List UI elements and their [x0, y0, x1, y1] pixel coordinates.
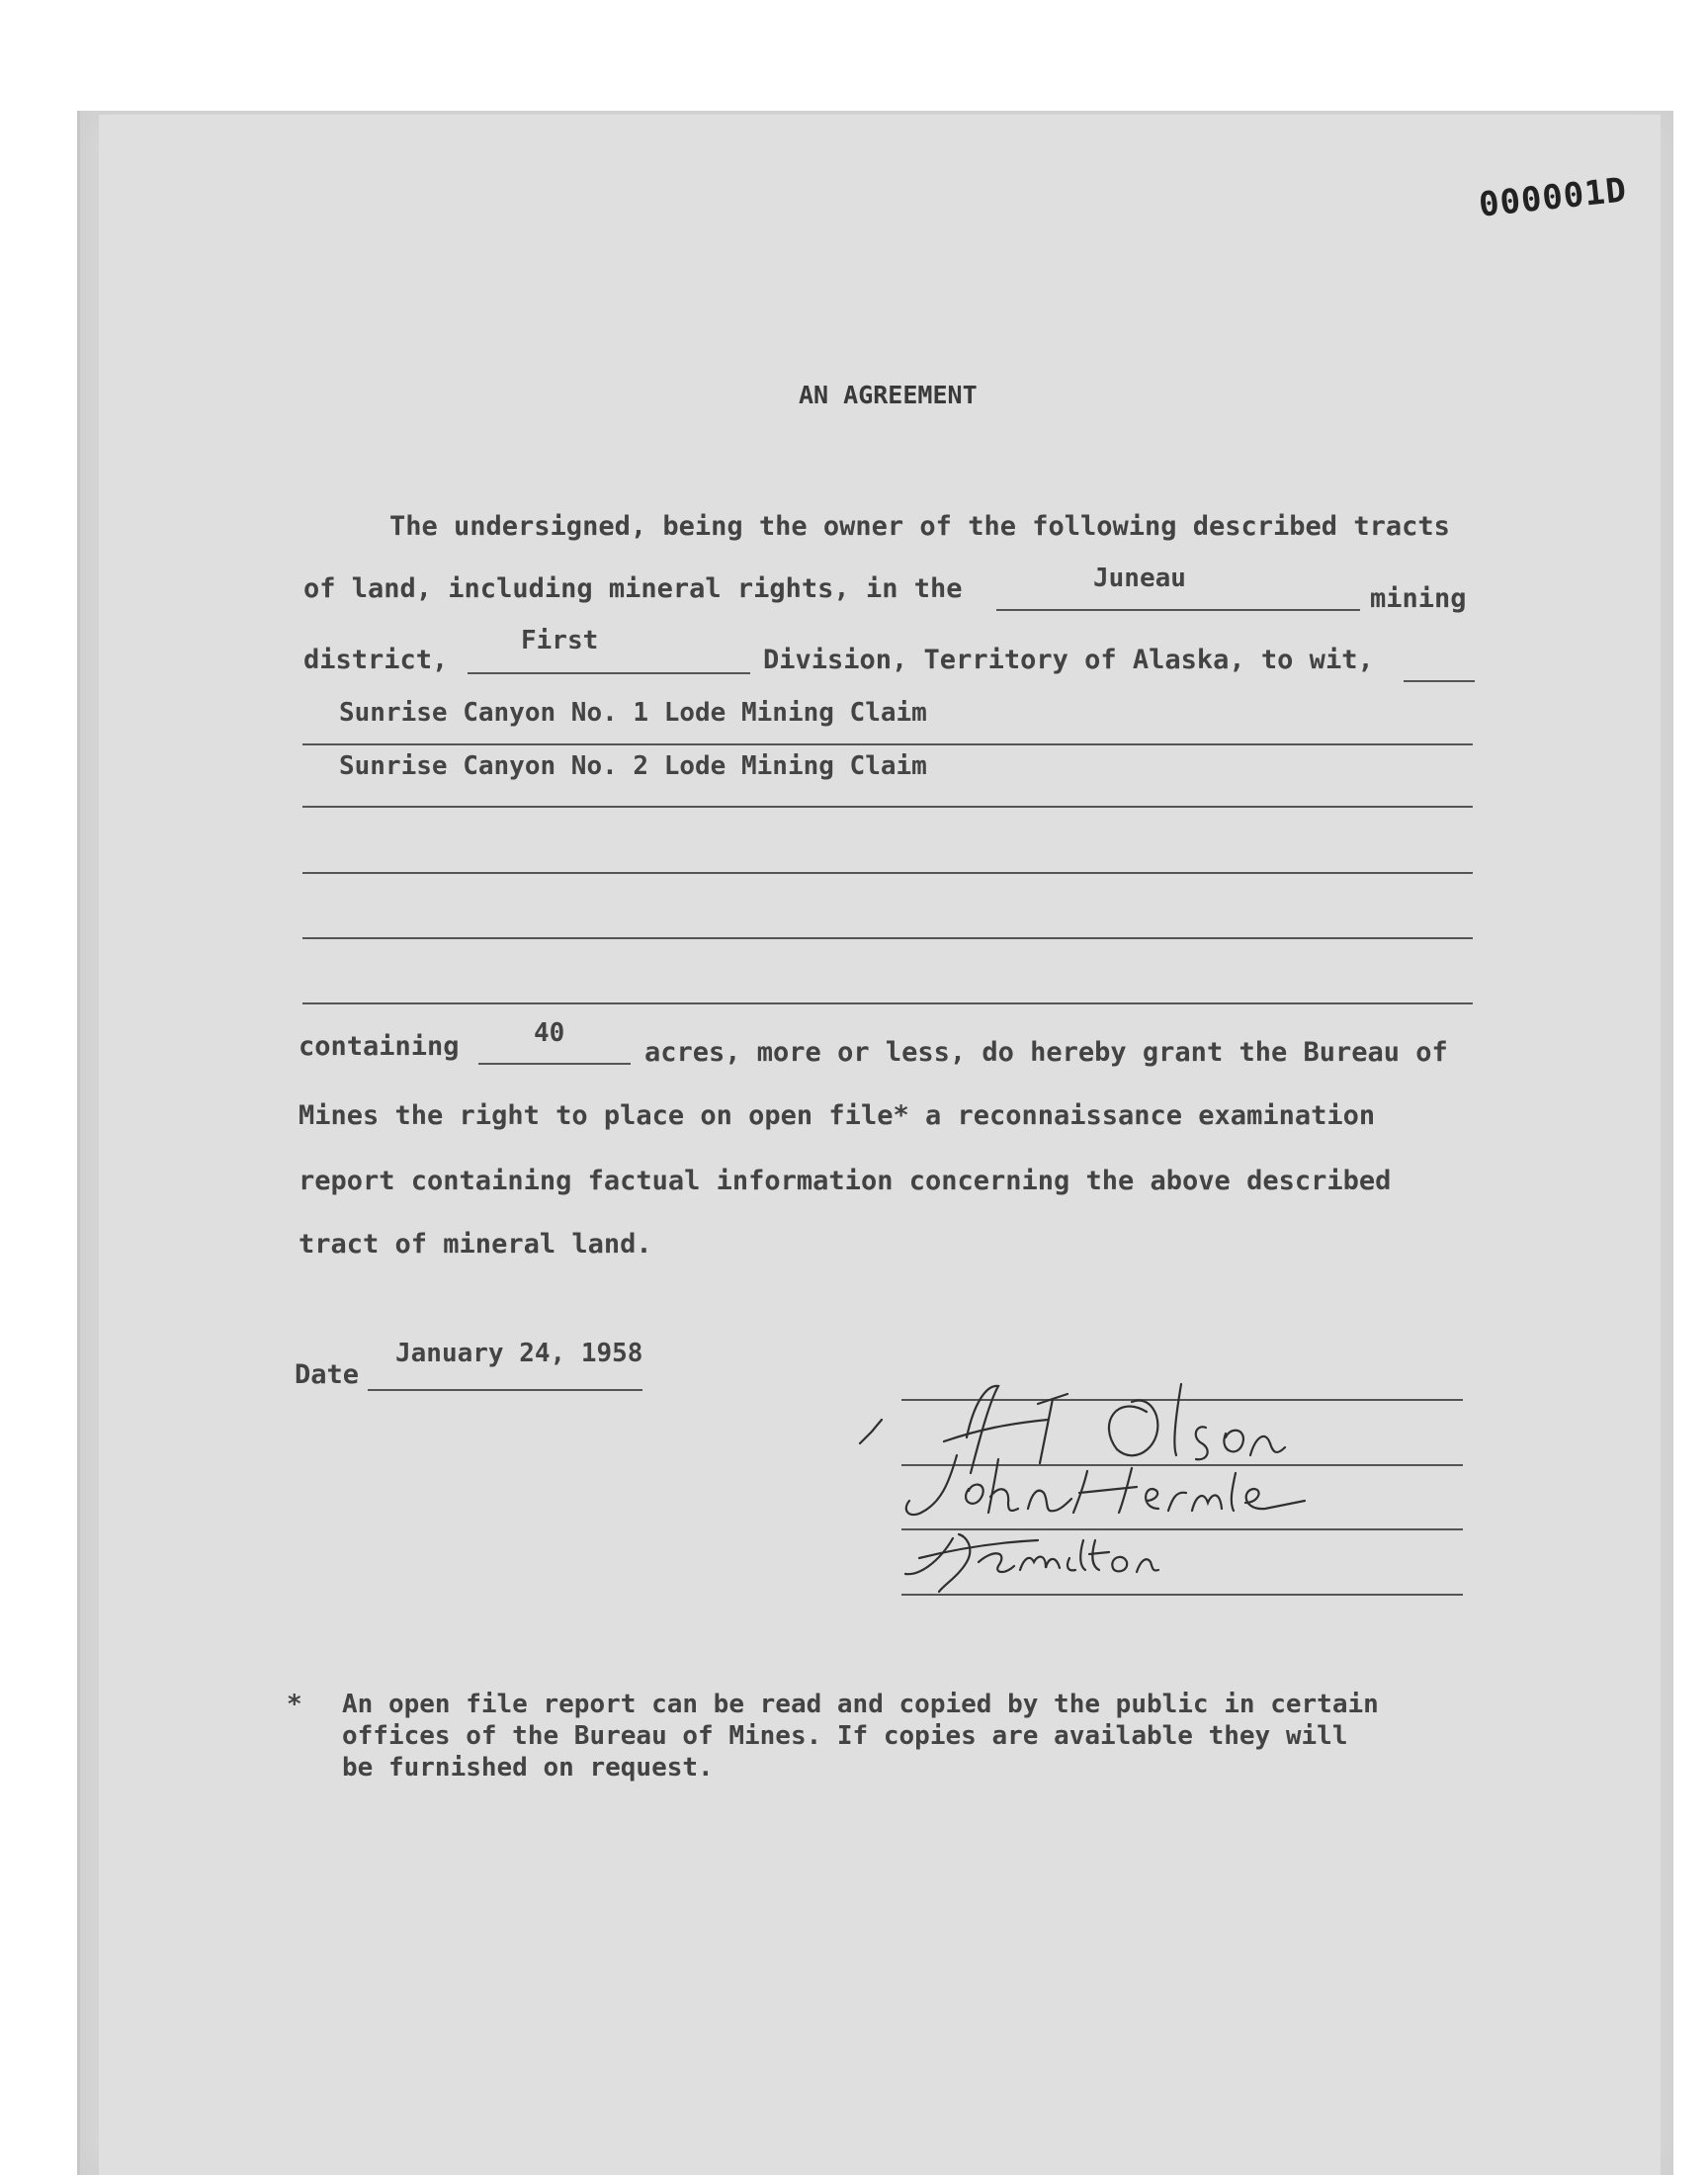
acres-underline [478, 1063, 631, 1065]
tract-line-5 [302, 1002, 1473, 1004]
grant-line-4: tract of mineral land. [299, 1229, 652, 1260]
signatures [850, 1364, 1463, 1621]
signature-graphic [850, 1364, 1463, 1621]
intro-line-3-suffix: Division, Territory of Alaska, to wit, [763, 645, 1374, 675]
date-value: January 24, 1958 [395, 1339, 643, 1368]
grant-line-3: report containing factual information concerning the above described [299, 1166, 1392, 1196]
tract-line-4 [302, 937, 1473, 939]
division-underline [468, 672, 750, 674]
intro-line-3-prefix: district, [303, 645, 449, 675]
intro-line-2-suffix: mining [1370, 583, 1467, 614]
intro-line-2-prefix: of land, including mineral rights, in the [303, 573, 963, 604]
division-value: First [521, 626, 599, 655]
mining-district-value: Juneau [1093, 564, 1186, 593]
containing-label: containing [299, 1031, 460, 1062]
document-stamp: 000001D [1477, 170, 1629, 225]
page-title: AN AGREEMENT [799, 381, 978, 409]
tract-line-2 [302, 806, 1473, 808]
tract-2: Sunrise Canyon No. 2 Lode Mining Claim [339, 751, 927, 781]
footnote-text: An open file report can be read and copied by the public in certain offices of the Bureau of Mines. If copies are available they will be furnished on request. [342, 1690, 1379, 1783]
grant-line-1-suffix: acres, more or less, do hereby grant the Bureau of [644, 1037, 1448, 1068]
document-page [99, 115, 1661, 2175]
tract-line-3 [302, 872, 1473, 874]
intro-line-1: The undersigned, being the owner of the following described tracts [389, 511, 1450, 542]
to-wit-underline [1404, 680, 1475, 682]
date-underline [368, 1389, 642, 1391]
date-label: Date [295, 1359, 360, 1390]
footnote-marker: * [287, 1690, 302, 1719]
acres-value: 40 [534, 1018, 565, 1048]
tract-line-1 [302, 743, 1473, 745]
grant-line-2: Mines the right to place on open file* a reconnaissance examination [299, 1100, 1376, 1131]
footnote [287, 1689, 1473, 1784]
tract-1: Sunrise Canyon No. 1 Lode Mining Claim [339, 698, 927, 728]
mining-district-underline [996, 609, 1360, 611]
